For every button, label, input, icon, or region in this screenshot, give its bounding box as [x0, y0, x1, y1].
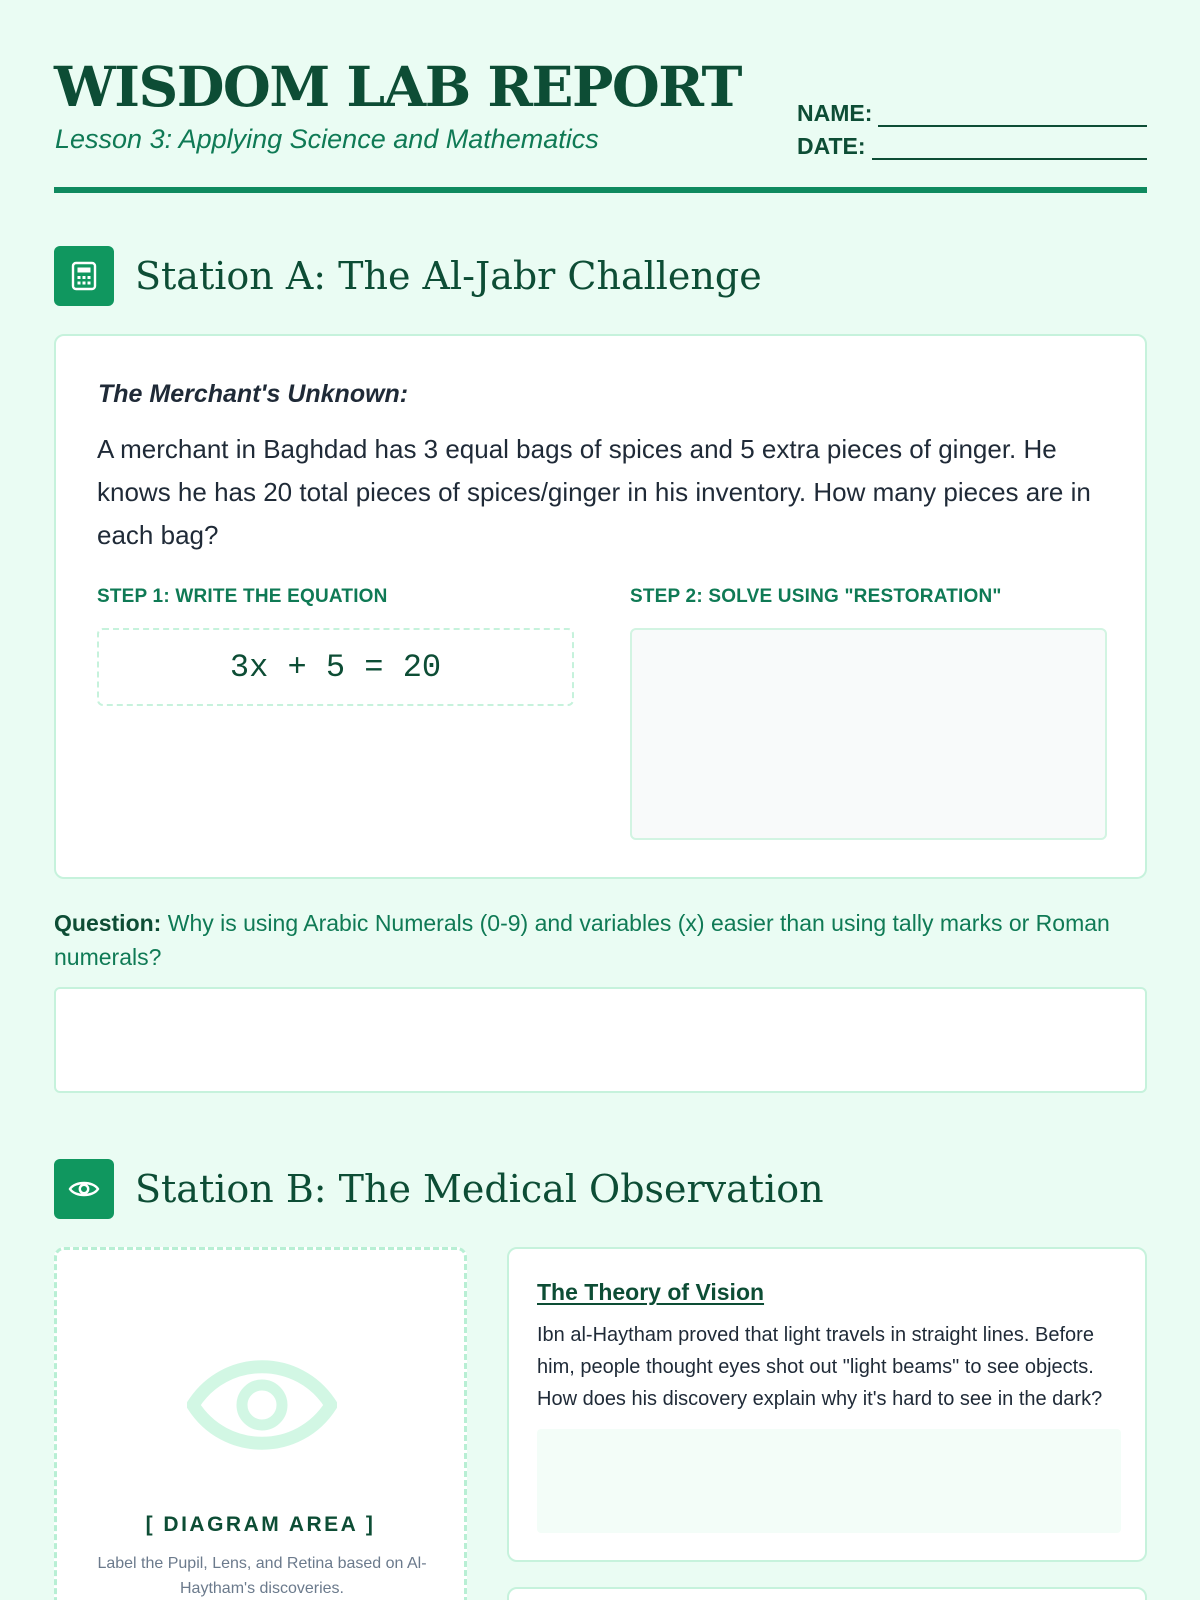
vision-text: Ibn al-Haytham proved that light travels in straight lines. Before him, people thought eyes shot out "light beams" to see objects. How does his discovery explain why it's hard to see in the dark? — [537, 1324, 1103, 1410]
question-label: Question: — [54, 910, 162, 936]
station-b-title: Station B: The Medical Observation — [135, 1167, 824, 1211]
station-a-heading — [54, 246, 762, 306]
lesson-subtitle: Lesson 3: Applying Science and Mathematics — [55, 124, 599, 154]
name-label: NAME: — [797, 100, 873, 126]
student-info — [797, 94, 1147, 160]
calculator-icon — [54, 246, 114, 306]
eye-diagram-icon — [187, 1350, 337, 1460]
station-b-heading — [54, 1159, 824, 1219]
eye-icon — [54, 1159, 114, 1219]
al-jabr-card — [54, 334, 1147, 879]
step2-label: STEP 2: SOLVE USING "RESTORATION" — [630, 586, 1002, 607]
date-row — [797, 127, 1147, 160]
theory-of-vision-card — [507, 1247, 1147, 1562]
station-a-title: Station A: The Al-Jabr Challenge — [135, 254, 762, 298]
report-header — [54, 0, 1147, 195]
problem-text: A merchant in Baghdad has 3 equal bags of spices and 5 extra pieces of ginger. He knows he has 20 total pieces of spices/ginger in his inventory. How many pieces are in each bag? — [97, 434, 1091, 550]
problem-title: The Merchant's Unknown: — [98, 380, 409, 408]
question-answer-box[interactable] — [54, 987, 1147, 1093]
equation-text: 3x + 5 = 20 — [229, 648, 442, 686]
question-text: Why is using Arabic Numerals (0-9) and variables (x) easier than using tally marks or Roman numerals? — [54, 910, 1110, 970]
worksheet-page — [54, 0, 1147, 1597]
numerals-question — [54, 906, 1147, 974]
name-field[interactable] — [878, 105, 1147, 127]
diagram-caption: Label the Pupil, Lens, and Retina based on Al-Haytham's discoveries. — [97, 1555, 427, 1597]
date-label: DATE: — [797, 133, 866, 159]
diagram-area-label: [ DIAGRAM AREA ] — [145, 1513, 376, 1536]
diagram-area[interactable] — [54, 1247, 467, 1600]
vision-title: The Theory of Vision — [537, 1279, 765, 1305]
solve-work-area[interactable] — [630, 628, 1107, 840]
step1-label: STEP 1: WRITE THE EQUATION — [97, 586, 388, 607]
equation-box[interactable] — [97, 628, 574, 706]
next-card-partial — [507, 1587, 1147, 1600]
date-field[interactable] — [872, 138, 1147, 160]
page-title: WISDOM LAB REPORT — [54, 54, 741, 119]
header-divider — [54, 187, 1147, 193]
vision-answer-box[interactable] — [537, 1429, 1121, 1533]
name-row — [797, 94, 1147, 127]
